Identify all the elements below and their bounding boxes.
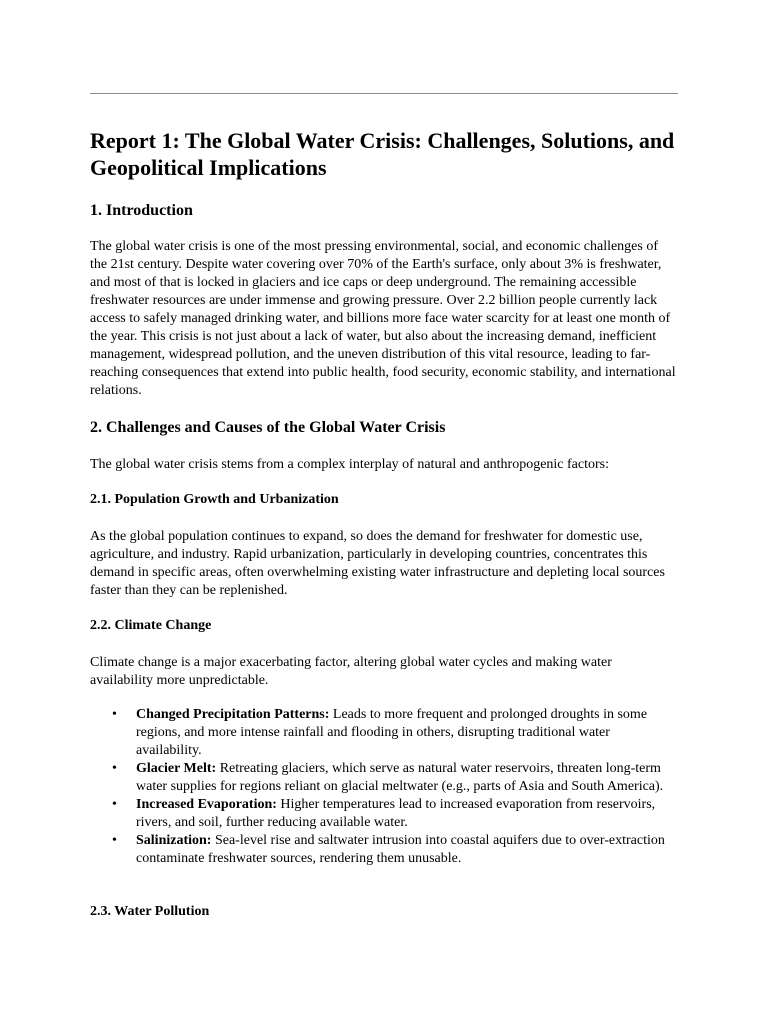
report-title: Report 1: The Global Water Crisis: Challenges, Solutions, and Geopolitical Implications: [90, 128, 675, 180]
section-heading-challenges: 2. Challenges and Causes of the Global Water Crisis: [90, 419, 446, 436]
top-horizontal-rule: [90, 93, 678, 94]
bullet-text: Sea-level rise and saltwater intrusion into coastal aquifers due to over-extraction contaminate freshwater sources, rendering them unusable.: [136, 833, 665, 866]
bullet-term: Glacier Melt:: [136, 761, 217, 776]
bullet-glyph: •: [112, 761, 117, 776]
list-item: [90, 832, 678, 868]
subsection-heading-population: 2.1. Population Growth and Urbanization: [90, 492, 339, 507]
list-item: [90, 796, 678, 832]
subsection-heading-pollution: 2.3. Water Pollution: [90, 904, 210, 919]
population-paragraph: As the global population continues to expand, so does the demand for freshwater for domestic use, agriculture, and industry. Rapid urbanization, particularly in developing countries, concentrates this demand in specific areas, often overwhelming existing water infrastructure and depleting local sources faster than they can be replenished.: [90, 529, 665, 598]
climate-paragraph: Climate change is a major exacerbating factor, altering global water cycles and making water availability more unpredictable.: [90, 655, 612, 688]
introduction-paragraph: The global water crisis is one of the most pressing environmental, social, and economic challenges of the 21st century. Despite water covering over 70% of the Earth's surface, only about 3% is freshwater, and most of that is locked in glaciers and ice caps or deep underground. The remaining accessible freshwater resources are under immense and growing pressure. Over 2.2 billion people currently lack access to safely managed drinking water, and billions more face water scarcity for at least one month of the year. This crisis is not just about a lack of water, but also about the increasing demand, inefficient management, widespread pollution, and the uneven distribution of this vital resource, leading to far-reaching consequences that extend into public health, food security, economic stability, and international relations.: [90, 239, 676, 398]
bullet-term: Salinization:: [136, 833, 212, 848]
bullet-text: Leads to more frequent and prolonged droughts in some regions, and more intense rainfall and flooding in others, disrupting traditional water availability.: [136, 707, 648, 758]
bullet-text: Retreating glaciers, which serve as natural water reservoirs, threaten long-term water supplies for regions reliant on glacial meltwater (e.g., parts of Asia and South America).: [136, 761, 664, 794]
bullet-glyph: •: [112, 797, 117, 812]
bullet-glyph: •: [112, 707, 117, 722]
subsection-heading-climate: 2.2. Climate Change: [90, 618, 212, 633]
bullet-term: Changed Precipitation Patterns:: [136, 707, 330, 722]
list-item: [90, 706, 678, 760]
bullet-text: Higher temperatures lead to increased evaporation from reservoirs, rivers, and soil, further reducing available water.: [136, 797, 656, 830]
climate-bullet-list: [90, 706, 678, 868]
bullet-term: Increased Evaporation:: [136, 797, 277, 812]
list-item: [90, 760, 678, 796]
section-heading-introduction: 1. Introduction: [90, 202, 193, 219]
bullet-glyph: •: [112, 833, 117, 848]
challenges-intro-paragraph: The global water crisis stems from a complex interplay of natural and anthropogenic factors:: [90, 457, 609, 472]
